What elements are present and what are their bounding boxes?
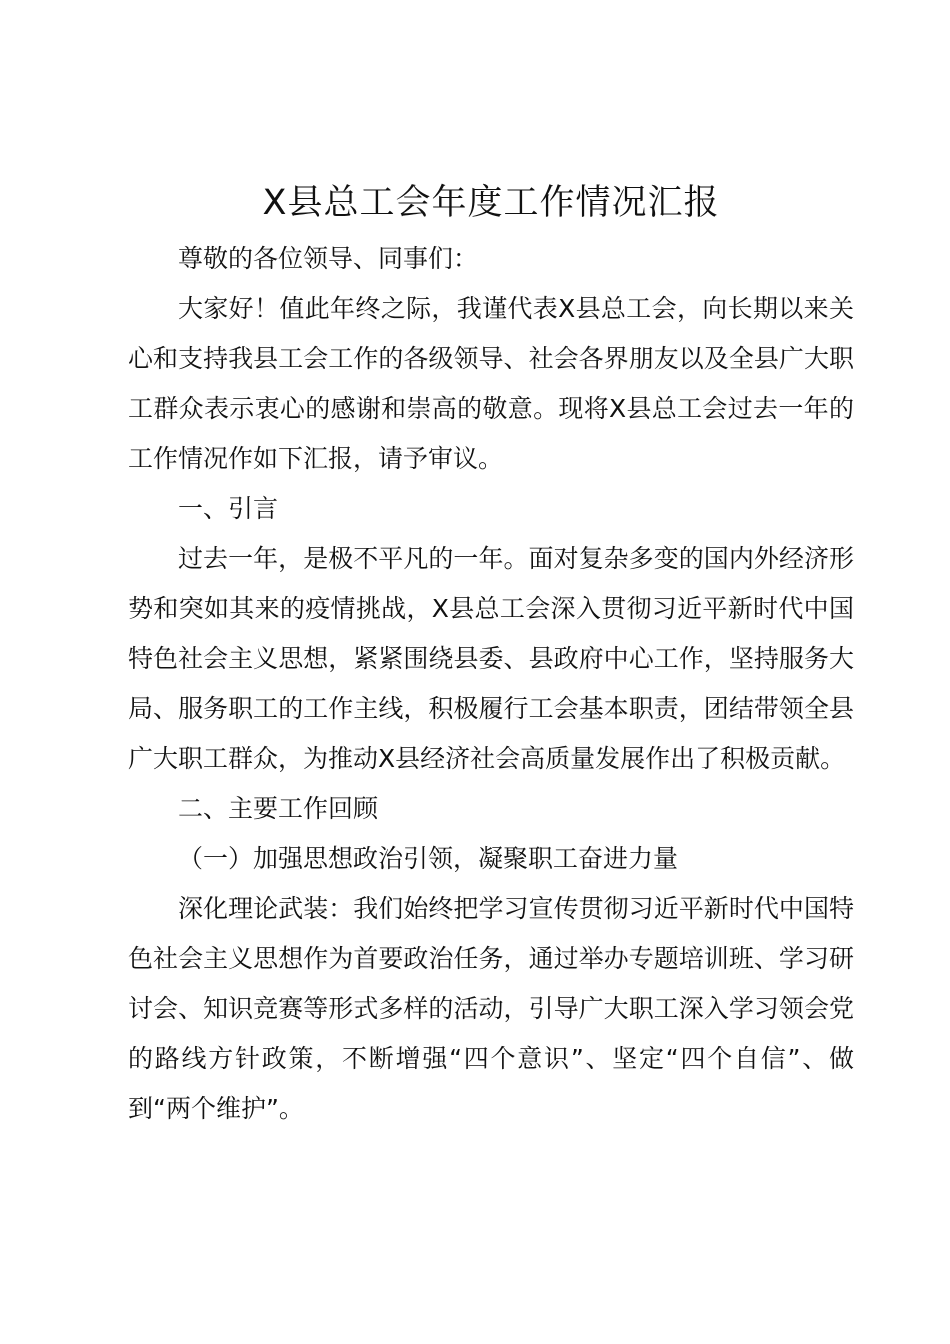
section-1-heading: 一、引言 [178, 494, 279, 523]
document-title: X县总工会年度工作情况汇报 [262, 183, 720, 223]
subsection-1-heading: （一）加强思想政治引领，凝聚职工奋进力量 [178, 844, 679, 873]
section-1-paragraph: 过去一年，是极不平凡的一年。面对复杂多变的国内外经济形势和突如其来的疫情挑战，X县总工会深入贯彻习近平新时代中国特色社会主义思想，紧紧围绕县委、县政府中心工作，坚持服务大局、服务职工的工作主线，积极履行工会基本职责，团结带领全县广大职工群众，为推动X县经济社会高质量发展作出了积极贡献。 [128, 544, 854, 773]
section-2-heading: 二、主要工作回顾 [178, 794, 379, 823]
subsection-1-paragraph: 深化理论武装：我们始终把学习宣传贯彻习近平新时代中国特色社会主义思想作为首要政治任务，通过举办专题培训班、学习研讨会、知识竞赛等形式多样的活动，引导广大职工深入学习领会党的路线方针政策，不断增强“四个意识”、坚定“四个自信”、做到“两个维护”。 [128, 894, 854, 1123]
document-page [128, 178, 854, 1134]
intro-paragraph: 大家好！值此年终之际，我谨代表X县总工会，向长期以来关心和支持我县工会工作的各级领导、社会各界朋友以及全县广大职工群众表示衷心的感谢和崇高的敬意。现将X县总工会过去一年的工作情况作如下汇报，请予审议。 [128, 294, 854, 473]
salutation: 尊敬的各位领导、同事们： [178, 244, 479, 273]
